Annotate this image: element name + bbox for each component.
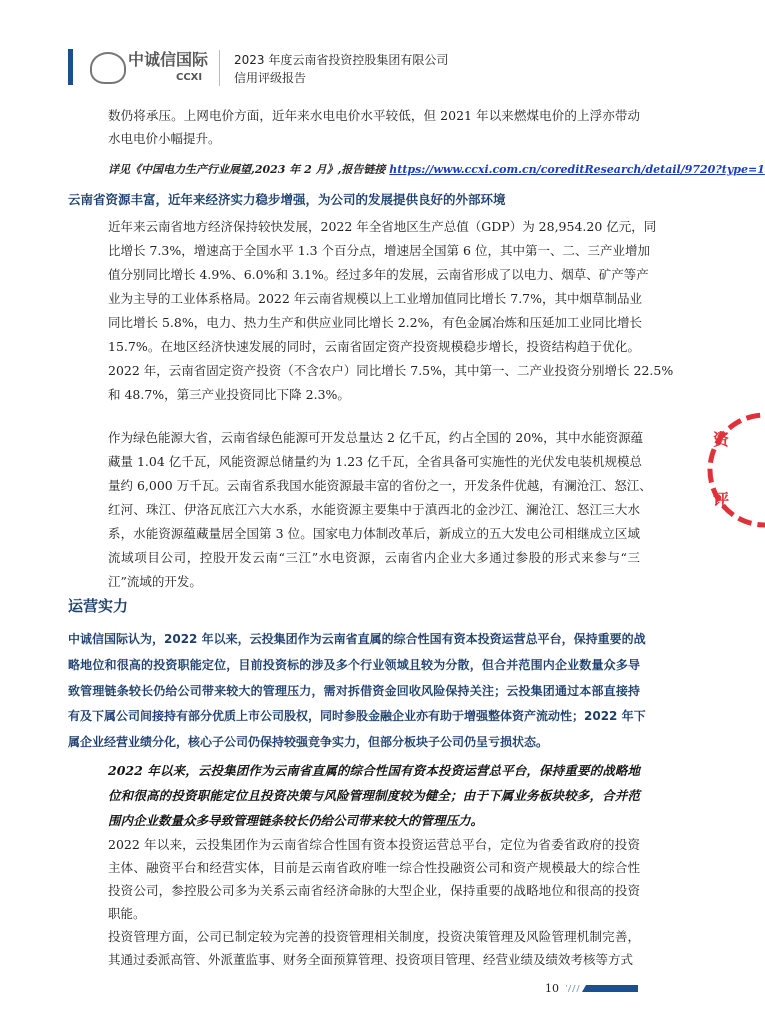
ccxi-logo-icon (90, 52, 126, 84)
page-number: 10 (545, 982, 559, 995)
text-line: 致管理链条较长仍给公司带来较大的管理压力，需对拆借资金回收风险保持关注；云投集团通过本部直接持 (68, 684, 640, 698)
text-line: 红河、珠江、伊洛瓦底江六大水系，水能资源主要集中于滇西北的金沙江、澜沧江、怒江三大水 (108, 502, 640, 517)
header-divider (219, 50, 220, 86)
report-subtitle: 信用评级报告 (234, 71, 307, 85)
text-line: 投资公司，参控股公司多为关系云南省经济命脉的大型企业，保持重要的战略地位和很高的投资 (108, 883, 640, 898)
red-seal-stamp (705, 395, 745, 545)
report-title: 2023 年度云南省投资控股集团有限公司 (234, 53, 449, 67)
text-line: 同比增长 5.8%，电力、热力生产和供应业同比增长 2.2%，有色金属冶炼和压延加工业同比增长 (108, 315, 642, 330)
text-line: 2022 年以来，云投集团作为云南省综合性国有资本投资运营总平台，定位为省委省政府的投资 (108, 837, 640, 852)
text-line: 略地位和很高的投资职能定位，目前投资标的涉及多个行业领域且较为分散，但合并范围内企业数量众多导 (68, 658, 640, 672)
text-line: 系，水能资源蕴藏量居全国第 3 位。国家电力体制改革后，新成立的五大发电公司相继成立区域 (108, 526, 640, 541)
text-line: 有及下属公司间接持有部分优质上市公司股权，同时参股金融企业亦有助于增强整体资产流动性；2022 年下 (68, 709, 646, 723)
text-line: 属企业经营业绩分化，核心子公司仍保持较强竞争实力，但部分板块子公司仍呈亏损状态。 (68, 735, 549, 749)
text-line: 位和很高的投资职能定位且投资决策与风险管理制度较为健全；由于下属业务板块较多，合并范 (108, 788, 640, 803)
text-line: 值分别同比增长 4.9%、6.0%和 3.1%。经过多年的发展，云南省形成了以电力、烟草、矿产等产 (108, 267, 649, 282)
text-line: 流域项目公司，控股开发云南“三江”水电资源，云南省内企业大多通过参股的形式来参与“三 (108, 550, 640, 565)
header-accent-bar (68, 49, 73, 85)
text-line: 数仍将承压。上网电价方面，近年来水电电价水平较低，但 2021 年以来燃煤电价的上浮亦带动 (108, 108, 640, 123)
reference-text: 详见《中国电力生产行业展望,2023 年 2 月》,报告链接 (108, 163, 390, 176)
section-heading-operations: 运营实力 (68, 597, 129, 615)
text-line: 15.7%。在地区经济快速发展的同时，云南省固定资产投资规模稳步增长，投资结构趋于优化。 (108, 339, 640, 354)
text-line: 近年来云南省地方经济保持较快发展，2022 年全省地区生产总值（GDP）为 28,954.20 亿元，同 (108, 219, 657, 234)
text-line: 围内企业数量众多导致管理链条较长仍给公司带来较大的管理压力。 (108, 813, 484, 828)
section-heading-economy: 云南省资源丰富，近年来经济实力稳步增强，为公司的发展提供良好的外部环境 (68, 192, 506, 207)
text-line: 江”流域的开发。 (108, 574, 202, 589)
text-line: 中诚信国际认为，2022 年以来，云投集团作为云南省直属的综合性国有资本投资运营总平台，保持重要的战 (68, 632, 646, 646)
text-line: 2022 年，云南省固定资产投资（不含农户）同比增长 7.5%，其中第一、二产业投资分别增长 22.5% (108, 363, 674, 378)
text-line: 藏量 1.04 亿千瓦，风能资源总储量约为 1.23 亿千瓦，全省具备可实施性的光伏发电装机规模总 (108, 454, 643, 469)
footer-stripes (566, 985, 580, 992)
text-line: 职能。 (108, 906, 146, 921)
logo-text-cn: 中诚信国际 (128, 50, 209, 69)
text-line: 其通过委派高管、外派董监事、财务全面预算管理、投资项目管理、经营业绩及绩效考核等方式 (108, 952, 634, 967)
footer-bar (582, 985, 638, 992)
text-line: 作为绿色能源大省，云南省绿色能源可开发总量达 2 亿千瓦，约占全国的 20%，其中水能资源蕴 (108, 430, 644, 445)
svg-text:资: 资 (713, 430, 730, 449)
reference-link[interactable]: https://www.ccxi.com.cn/coreditResearch/detail/9720?type=1 (389, 163, 765, 176)
svg-text:评: 评 (713, 490, 730, 509)
text-line: 水电电价小幅提升。 (108, 131, 221, 146)
text-line: 比增长 7.3%，增速高于全国水平 1.3 个百分点，增速居全国第 6 位，其中第一、二、三产业增加 (108, 243, 650, 258)
logo-text-en: CCXI (176, 72, 203, 83)
text-line: 投资管理方面，公司已制定较为完善的投资管理相关制度，投资决策管理及风险管理机制完善， (108, 929, 640, 944)
text-line: 量约 6,000 万千瓦。云南省系我国水能资源最丰富的省份之一，开发条件优越，有澜沧江、怒江、 (108, 478, 652, 493)
text-line: 和 48.7%，第三产业投资同比下降 2.3%。 (108, 387, 350, 402)
reference-note (108, 163, 765, 177)
text-line: 主体、融资平台和经营实体，目前是云南省政府唯一综合性投融资公司和资产规模最大的综合性 (108, 860, 640, 875)
text-line: 业为主导的工业体系格局。2022 年云南省规模以上工业增加值同比增长 7.7%，其中烟草制品业 (108, 291, 643, 306)
text-line: 2022 年以来，云投集团作为云南省直属的综合性国有资本投资运营总平台，保持重要的战略地 (108, 763, 640, 778)
